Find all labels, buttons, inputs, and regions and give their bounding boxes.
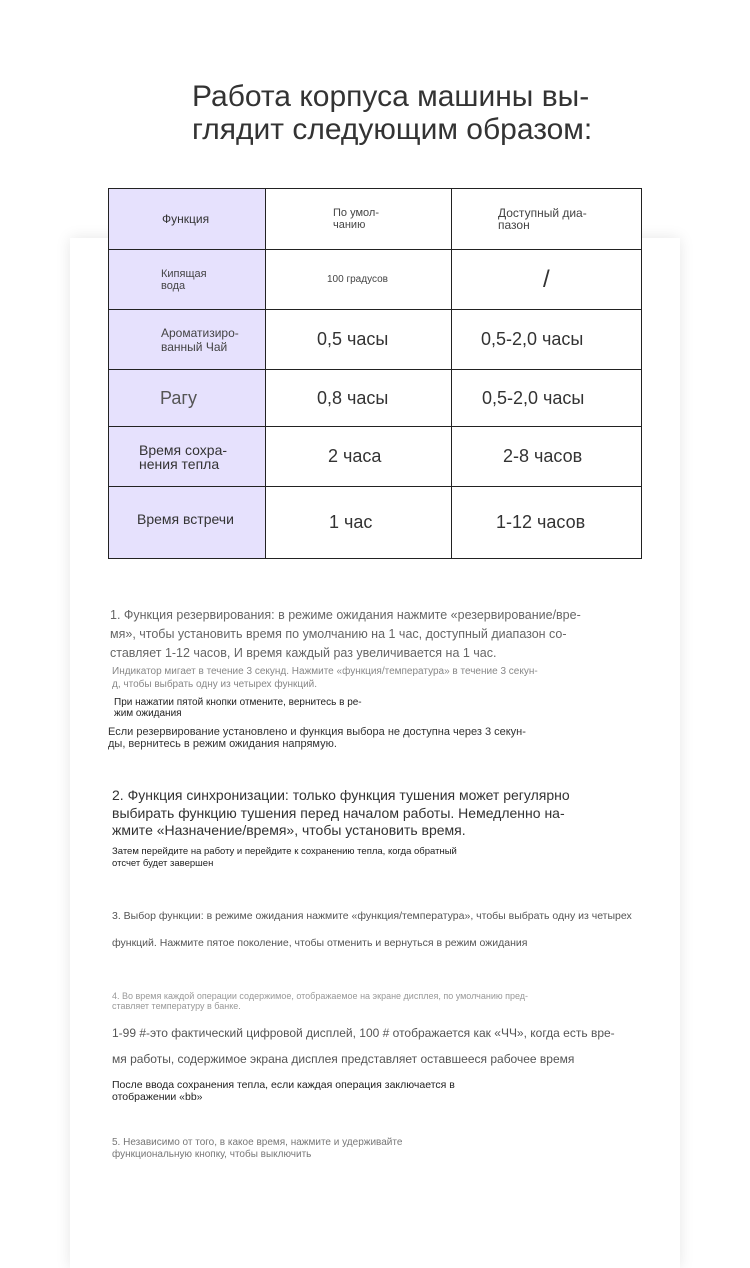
- title-line-1: Работа корпуса машины вы-: [192, 80, 590, 113]
- range-cell: /: [452, 250, 642, 310]
- function-cell: Время сохра- нения тепла: [109, 427, 266, 487]
- table-row: [109, 487, 642, 559]
- default-cell: 0,5 часы: [266, 310, 452, 370]
- default-cell: 100 градусов: [266, 250, 452, 310]
- paragraph-2-note: Затем перейдите на работу и перейдите к сохранению тепла, когда обратный отсчет будет завершен: [112, 846, 457, 869]
- range-cell: 0,5-2,0 часы: [452, 310, 642, 370]
- paragraph-1-note-2: При нажатии пятой кнопки отмените, вернитесь в ре- жим ожидания: [114, 697, 362, 719]
- paragraph-2: 2. Функция синхронизации: только функция тушения может регулярно выбирать функцию тушения перед началом работы. Немедленно на- жмите «Назначение/время», чтобы установить время.: [112, 787, 570, 838]
- table-row: [109, 427, 642, 487]
- paragraph-4-line-2: мя работы, содержимое экрана дисплея представляет оставшееся рабочее время: [112, 1052, 575, 1066]
- page-title: [192, 80, 652, 146]
- paragraph-3-line-2: функций. Нажмите пятое поколение, чтобы отменить и вернуться в режим ожидания: [112, 937, 528, 949]
- default-cell: 2 часа: [266, 427, 452, 487]
- header-cell: По умол- чанию: [266, 189, 452, 250]
- paragraph-1-note-3: Если резервирование установлено и функция выбора не доступна через 3 секун- ды, вернитесь в режим ожидания напрямую.: [108, 726, 526, 750]
- header-cell: Функция: [109, 189, 266, 250]
- table-row: [109, 310, 642, 370]
- table-row: [109, 250, 642, 310]
- range-cell: 2-8 часов: [452, 427, 642, 487]
- title-line-2: глядит следующим образом:: [192, 113, 593, 146]
- spec-table: [108, 188, 642, 559]
- default-cell: 0,8 часы: [266, 370, 452, 427]
- table-row: [109, 370, 642, 427]
- header-cell: Доступный диа- пазон: [452, 189, 642, 250]
- function-cell: Рагу: [109, 370, 266, 427]
- paragraph-5: 5. Независимо от того, в какое время, нажмите и удерживайте функциональную кнопку, чтобы выключить: [112, 1137, 403, 1160]
- range-cell: 1-12 часов: [452, 487, 642, 559]
- paragraph-1: 1. Функция резервирования: в режиме ожидания нажмите «резервирование/вре- мя», чтобы установить время по умолчанию на 1 час, доступный диапазон со- ставляет 1-12 часов, И время каждый раз увеличивается на 1 час.: [110, 608, 581, 660]
- paragraph-3-line-1: 3. Выбор функции: в режиме ожидания нажмите «функция/температура», чтобы выбрать одну из четырех: [112, 910, 632, 922]
- paragraph-1-note-1: Индикатор мигает в течение 3 секунд. Нажмите «функция/температура» в течение 3 секун- д, чтобы выбрать одну из четырех функций.: [112, 666, 538, 690]
- function-cell: Ароматизиро- ванный Чай: [109, 310, 266, 370]
- function-cell: Кипящая вода: [109, 250, 266, 310]
- paragraph-4-note: После ввода сохранения тепла, если каждая операция заключается в отображении «bb»: [112, 1079, 455, 1103]
- paragraph-4: 4. Во время каждой операции содержимое, отображаемое на экране дисплея, по умолчанию пред- ставляет температуру в банке.: [112, 991, 529, 1011]
- paragraph-4-line-1: 1-99 #-это фактический цифровой дисплей, 100 # отображается как «ЧЧ», когда есть вре-: [112, 1026, 615, 1040]
- function-cell: Время встречи: [109, 487, 266, 559]
- range-cell: 0,5-2,0 часы: [452, 370, 642, 427]
- table-header-row: [109, 189, 642, 250]
- default-cell: 1 час: [266, 487, 452, 559]
